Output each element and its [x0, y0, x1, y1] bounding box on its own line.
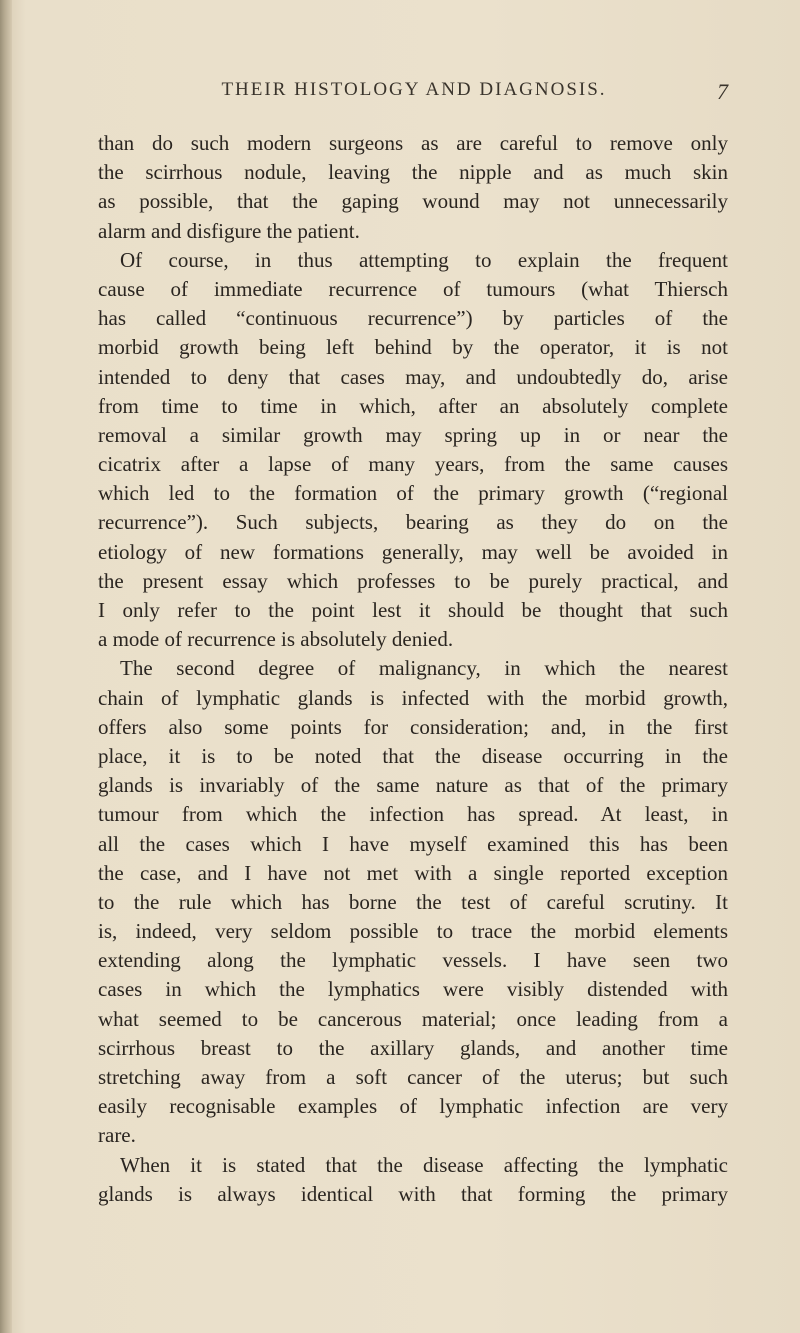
- text-line: rare.: [98, 1123, 136, 1148]
- text-line: from time to time in which, after an absolutely complete: [98, 393, 728, 418]
- paragraph-start-line: When it is stated that the disease affecting the lymphatic: [120, 1152, 728, 1177]
- paragraph-start-line: Of course, in thus attempting to explain the frequent: [120, 247, 728, 272]
- text-line: glands is invariably of the same nature as that of the primary: [98, 773, 728, 798]
- text-line: tumour from which the infection has spread. At least, in: [98, 802, 728, 827]
- body-text: [98, 129, 728, 1209]
- paragraph-start-line: The second degree of malignancy, in which the nearest: [120, 656, 728, 681]
- text-line: the scirrhous nodule, leaving the nipple and as much skin: [98, 160, 728, 185]
- text-line: recurrence”). Such subjects, bearing as they do on the: [98, 510, 728, 535]
- text-line: cicatrix after a lapse of many years, from the same causes: [98, 452, 728, 477]
- text-line: than do such modern surgeons as are careful to remove only: [98, 131, 728, 155]
- text-line: cases in which the lymphatics were visibly distended with: [98, 977, 728, 1002]
- text-line: glands is always identical with that forming the primary: [98, 1181, 728, 1206]
- text-line: stretching away from a soft cancer of the uterus; but such: [98, 1065, 728, 1089]
- text-line: all the cases which I have myself examined this has been: [98, 831, 728, 856]
- text-line: chain of lymphatic glands is infected with the morbid growth,: [98, 685, 728, 710]
- text-line: morbid growth being left behind by the operator, it is not: [98, 335, 728, 360]
- text-line: a mode of recurrence is absolutely denied.: [98, 627, 454, 652]
- text-line: alarm and disfigure the patient.: [98, 218, 360, 243]
- text-line: offers also some points for consideration; and, in the first: [98, 714, 728, 739]
- text-line: extending along the lymphatic vessels. I have seen two: [98, 948, 728, 973]
- text-line: removal a similar growth may spring up in or near the: [98, 422, 728, 447]
- text-line: the present essay which professes to be purely practical, and: [98, 568, 728, 593]
- text-line: etiology of new formations generally, may well be avoided in: [98, 539, 728, 564]
- text-line: has called “continuous recurrence”) by particles of the: [98, 306, 728, 331]
- page-header: [100, 79, 728, 113]
- text-line: easily recognisable examples of lymphatic infection are very: [98, 1094, 728, 1119]
- text-line: the case, and I have not met with a single reported exception: [98, 860, 728, 885]
- text-line: place, it is to be noted that the disease occurring in the: [98, 743, 728, 768]
- text-line: I only refer to the point lest it should be thought that such: [98, 598, 728, 622]
- page-number: 7: [717, 79, 728, 104]
- running-head: THEIR HISTOLOGY AND DIAGNOSIS.: [221, 79, 607, 100]
- page-gutter: [0, 0, 12, 1333]
- text-line: cause of immediate recurrence of tumours (what Thiersch: [98, 276, 728, 301]
- text-line: to the rule which has borne the test of careful scrutiny. It: [98, 889, 728, 914]
- text-line: is, indeed, very seldom possible to trace the morbid elements: [98, 919, 728, 944]
- text-line: which led to the formation of the primary growth (“regional: [98, 481, 728, 506]
- text-line: what seemed to be cancerous material; once leading from a: [98, 1006, 728, 1031]
- text-line: intended to deny that cases may, and undoubtedly do, arise: [98, 364, 728, 389]
- text-line: scirrhous breast to the axillary glands, and another time: [98, 1035, 728, 1060]
- text-line: as possible, that the gaping wound may not unnecessarily: [98, 189, 728, 214]
